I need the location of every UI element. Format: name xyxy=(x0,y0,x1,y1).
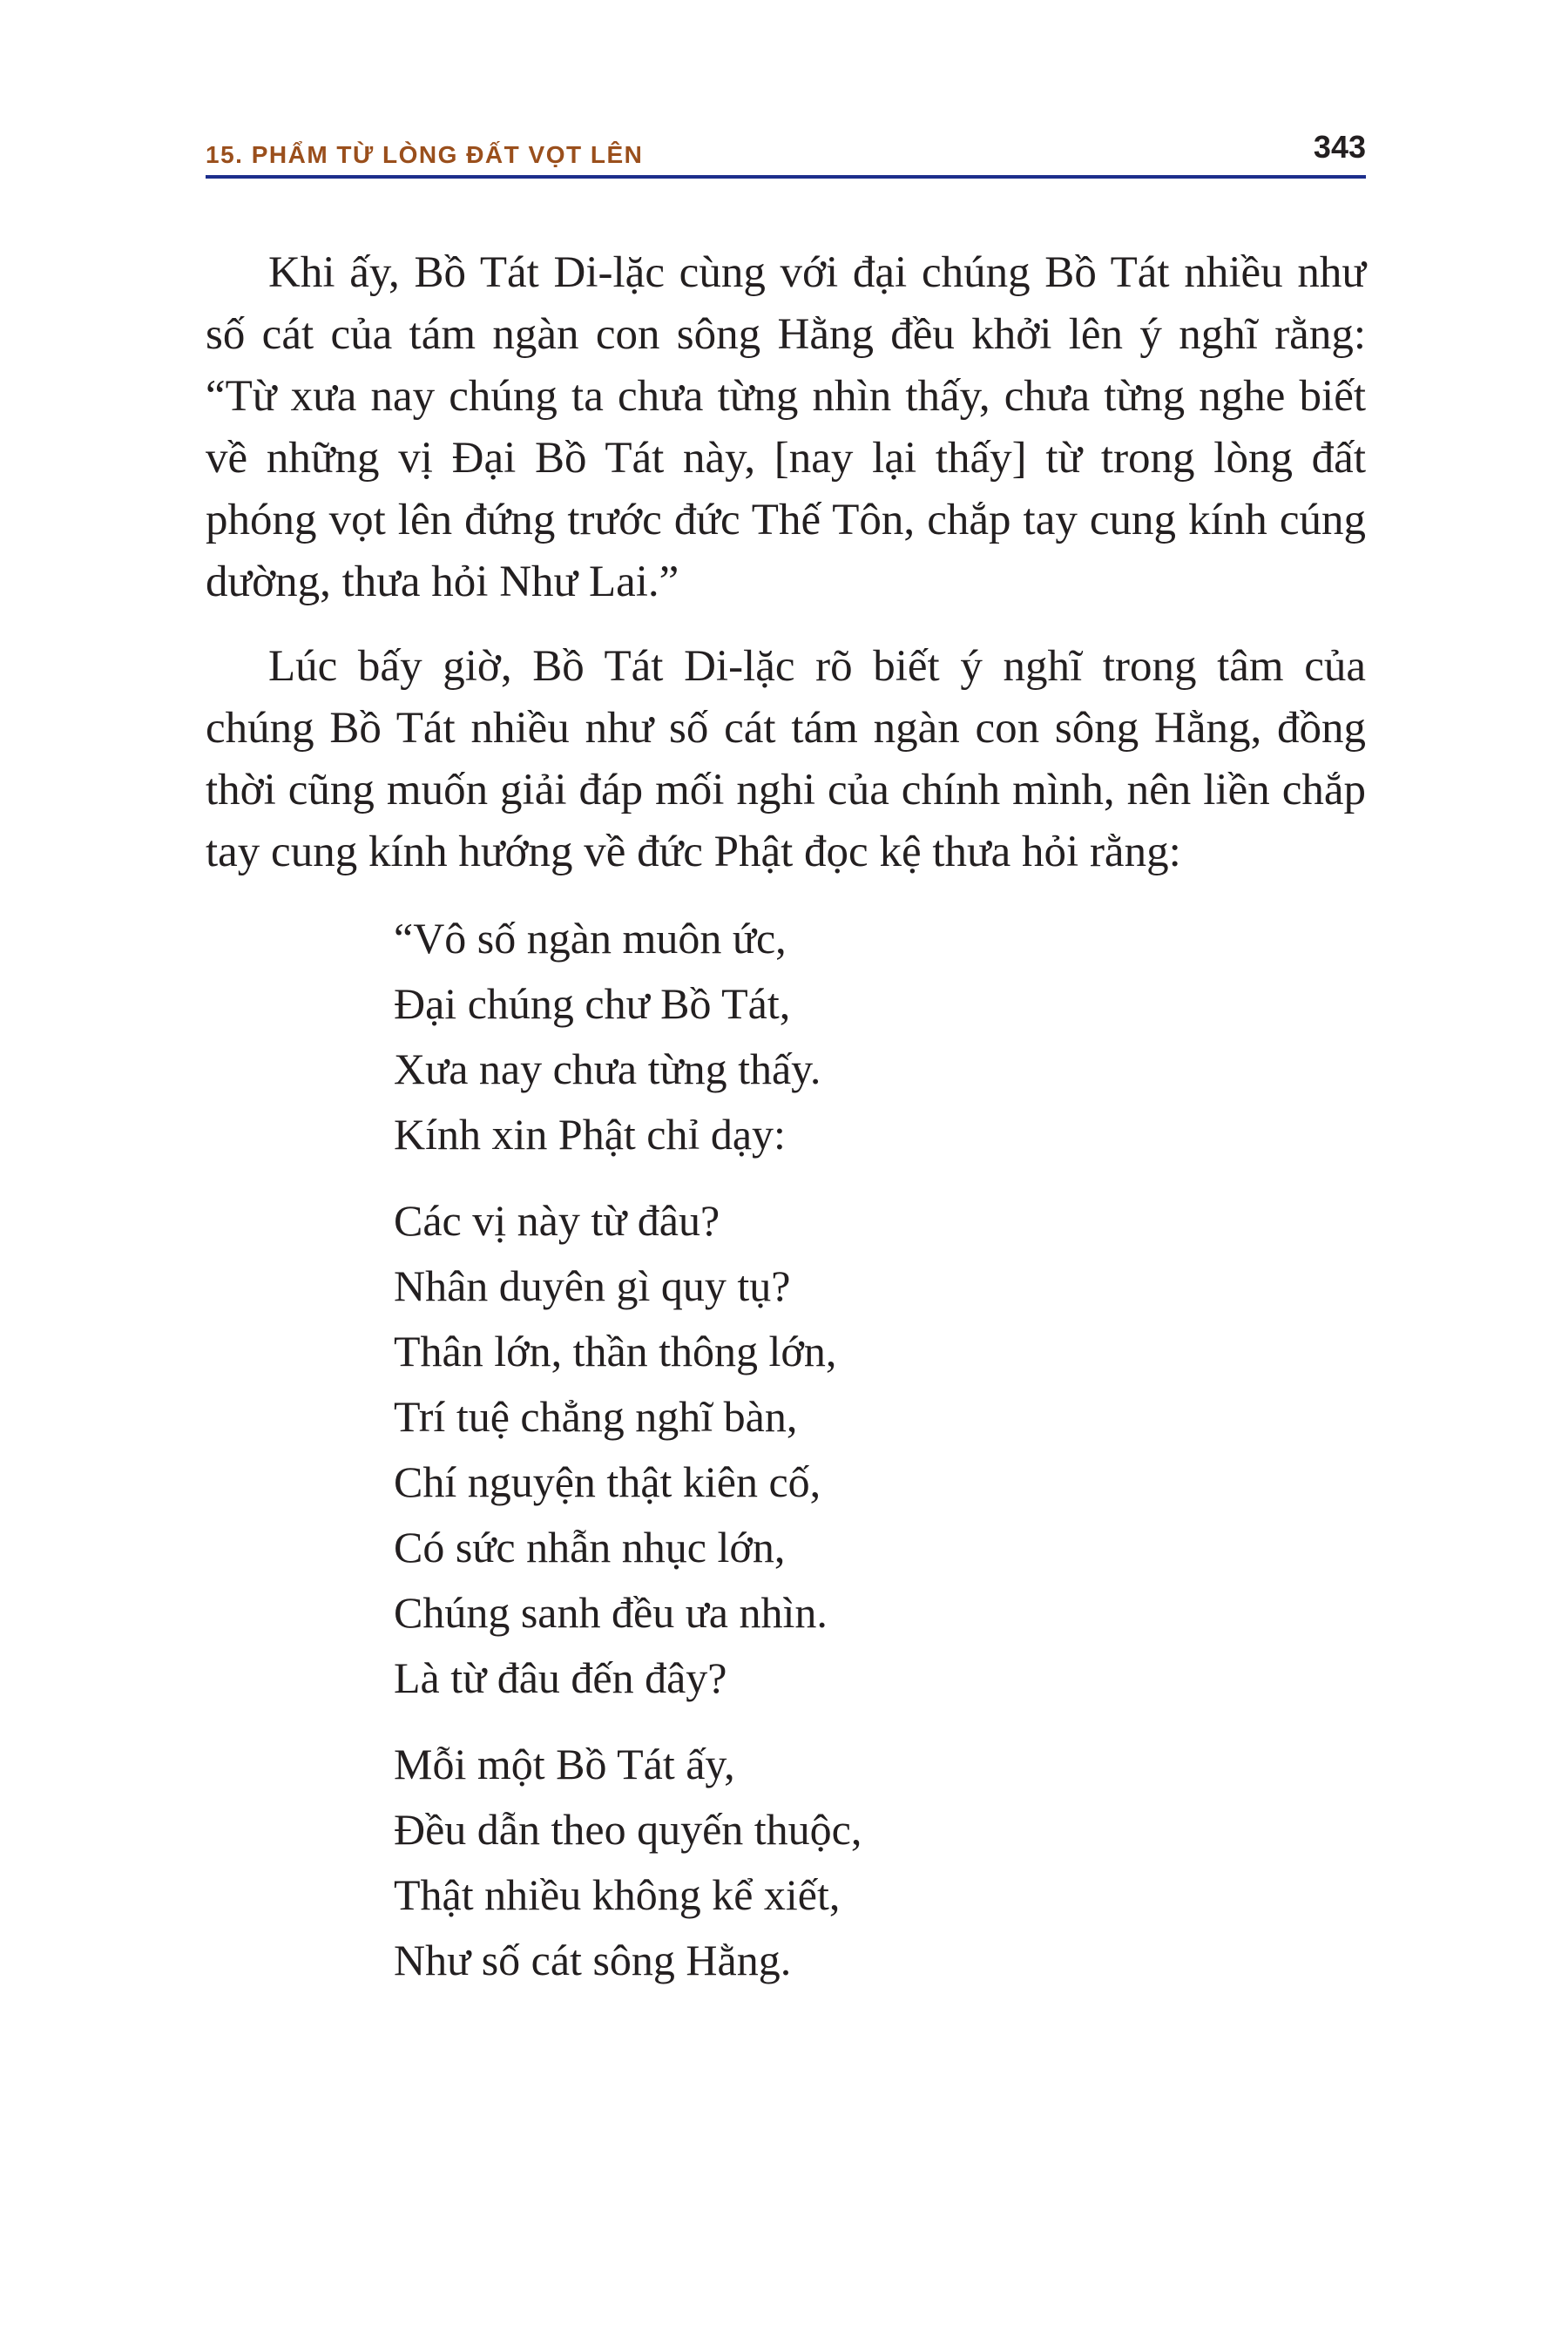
verse-stanza xyxy=(394,906,1366,1167)
header-rule xyxy=(206,175,1366,179)
chapter-title: 15. PHẨM TỪ LÒNG ĐẤT VỌT LÊN xyxy=(206,141,644,168)
verse-line: Chí nguyện thật kiên cố, xyxy=(394,1457,821,1506)
verse-line: Trí tuệ chẳng nghĩ bàn, xyxy=(394,1392,798,1441)
verse-line: Như số cát sông Hằng. xyxy=(394,1936,792,1984)
verse-line: Nhân duyên gì quy tụ? xyxy=(394,1261,791,1310)
verse-line: Kính xin Phật chỉ dạy: xyxy=(394,1110,786,1159)
verse-line: Mỗi một Bồ Tát ấy, xyxy=(394,1740,735,1788)
verse-line: Thân lớn, thần thông lớn, xyxy=(394,1327,837,1375)
verse-line: Các vị này từ đâu? xyxy=(394,1196,720,1245)
verse-line: Thật nhiều không kể xiết, xyxy=(394,1870,841,1919)
running-header xyxy=(206,122,1366,185)
page-number: 343 xyxy=(1313,129,1366,165)
verse-line: Đại chúng chư Bồ Tát, xyxy=(394,979,791,1028)
verse-stanza xyxy=(394,1732,1366,1993)
page-body xyxy=(206,242,1366,2014)
verse-line: Là từ đâu đến đây? xyxy=(394,1653,727,1702)
verse-line: Đều dẫn theo quyến thuộc, xyxy=(394,1805,862,1854)
verse-line: Có sức nhẫn nhục lớn, xyxy=(394,1523,786,1571)
verse-line: Xưa nay chưa từng thấy. xyxy=(394,1044,821,1093)
paragraph: Lúc bấy giờ, Bồ Tát Di-lặc rõ biết ý nghĩ trong tâm của chúng Bồ Tát nhiều như số cát tám ngàn con sông Hằng, đồng thời cũng muốn giải đáp mối nghi của chính mình, nên liền chắp tay cung kính hướng về đức Phật đọc kệ thưa hỏi rằng: xyxy=(206,642,1366,876)
verse-stanza xyxy=(394,1188,1366,1711)
paragraph: Khi ấy, Bồ Tát Di-lặc cùng với đại chúng Bồ Tát nhiều như số cát của tám ngàn con sông Hằng đều khởi lên ý nghĩ rằng: “Từ xưa nay chúng ta chưa từng nhìn thấy, chưa từng nghe biết về những vị Đại Bồ Tát này, [nay lại thấy] từ trong lòng đất phóng vọt lên đứng trước đức Thế Tôn, chắp tay cung kính cúng dường, thưa hỏi Như Lai.” xyxy=(206,248,1366,606)
verse-line: Chúng sanh đều ưa nhìn. xyxy=(394,1588,828,1637)
verse-line: “Vô số ngàn muôn ức, xyxy=(394,914,787,963)
verse-block xyxy=(394,906,1366,1993)
